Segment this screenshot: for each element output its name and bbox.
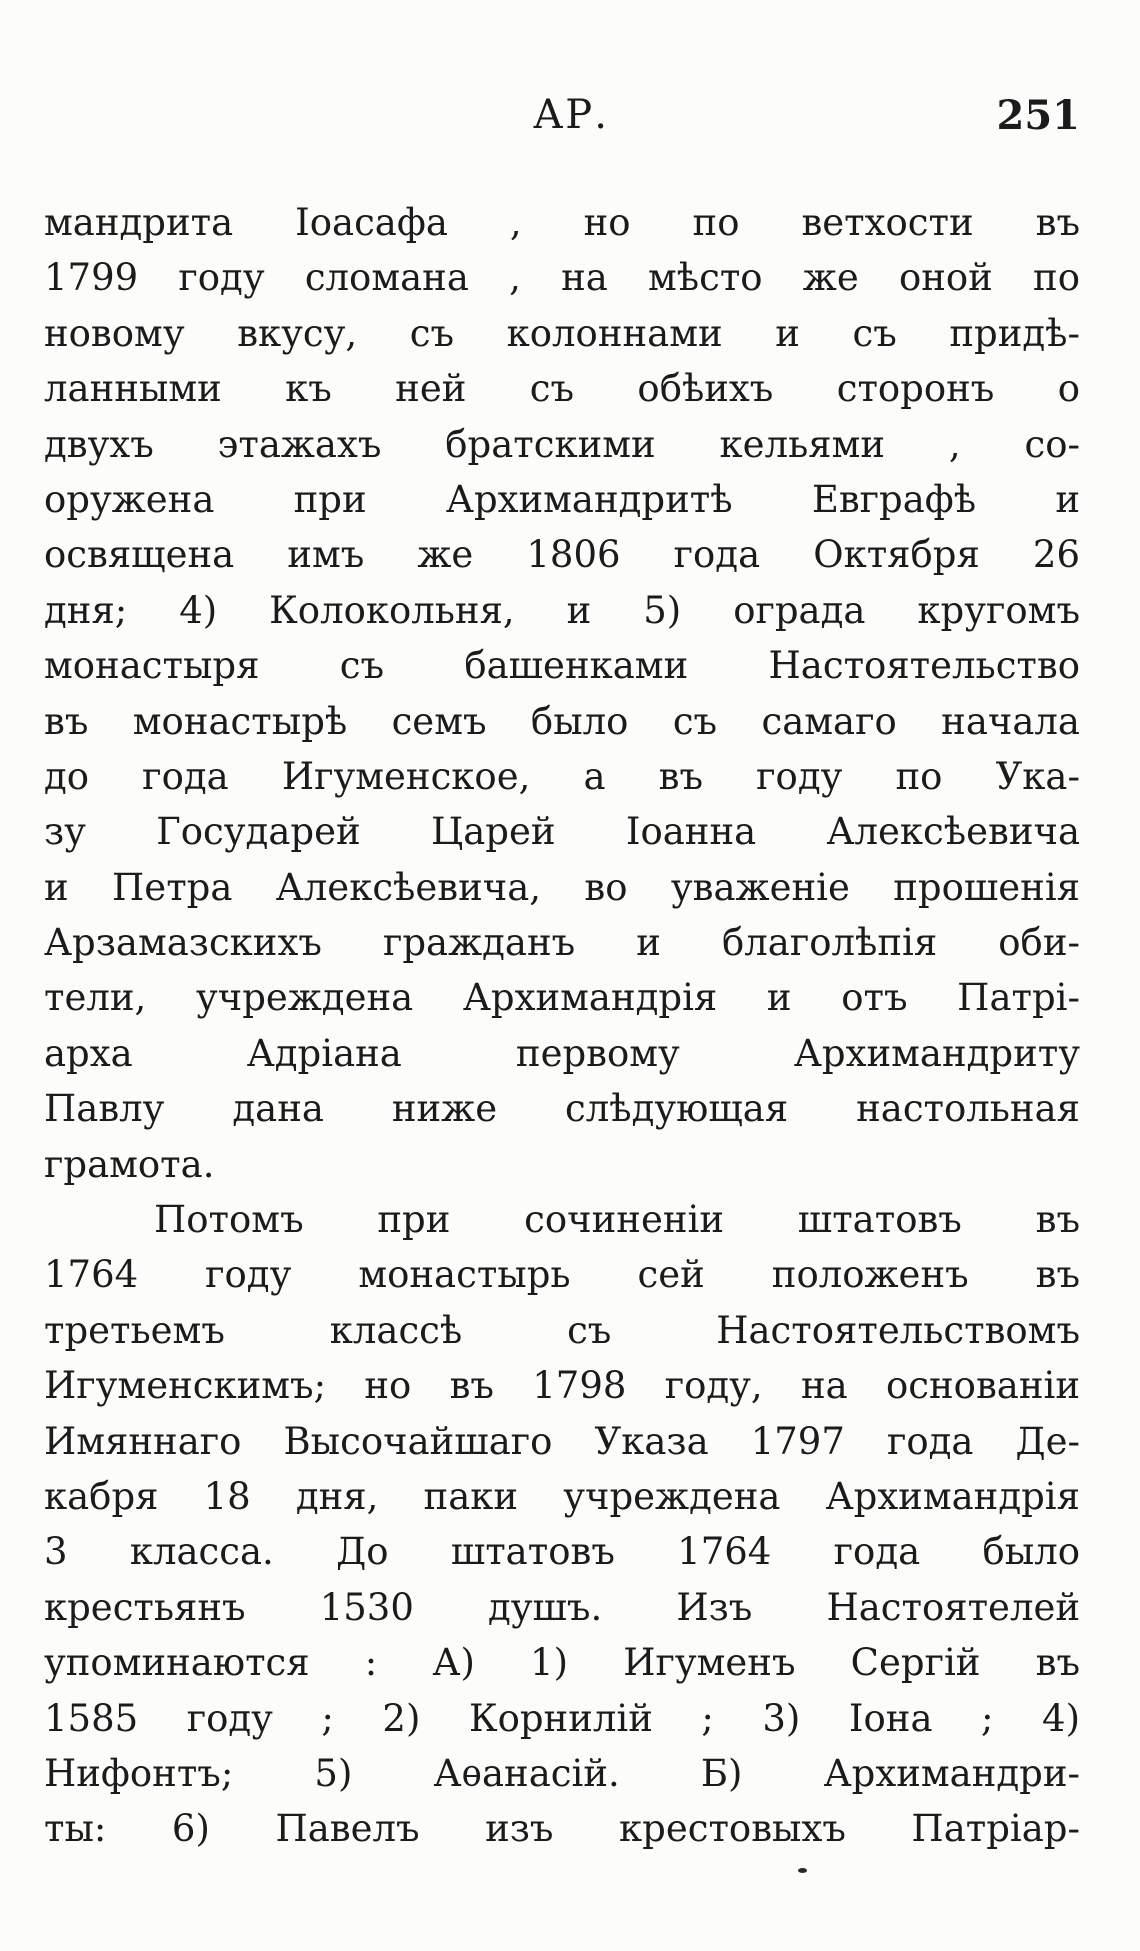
page-header: [0, 92, 1140, 142]
running-head: АР.: [533, 92, 609, 138]
text-line: мандрита Іоасафа , но по ветхости въ: [44, 201, 1080, 244]
text-line: 3 класса. До штатовъ 1764 года было: [44, 1530, 1080, 1574]
text-line: 1764 году монастырь сей положенъ въ: [44, 1253, 1080, 1297]
text-line: крестьянъ 1530 душъ. Изъ Настоятелей: [44, 1585, 1080, 1629]
text-line: въ монастырѣ семъ было съ самаго начала: [44, 699, 1080, 743]
text-line: Игуменскимъ; но въ 1798 году, на основаніи: [44, 1364, 1080, 1408]
text-line: Нифонтъ; 5) Аѳанасій. Б) Архимандри-: [44, 1751, 1080, 1795]
body-text: [44, 195, 1080, 1857]
text-line: тели, учреждена Архимандрія и отъ Патрі-: [44, 976, 1080, 1020]
text-line: Потомъ при сочиненіи штатовъ въ: [154, 1198, 1080, 1242]
text-line: Арзамазскихъ гражданъ и благолѣпія оби-: [44, 921, 1080, 965]
text-line: Павлу дана ниже слѣдующая настольная: [44, 1087, 1080, 1131]
text-line: оружена при Архимандритѣ Евграфѣ и: [44, 477, 1080, 521]
text-line: упоминаются : А) 1) Игуменъ Сергій въ: [44, 1641, 1080, 1685]
text-line: кабря 18 дня, паки учреждена Архимандрія: [44, 1474, 1080, 1518]
text-line: новому вкусу, съ колоннами и съ придѣ-: [44, 311, 1080, 355]
text-line: грамота.: [44, 1142, 215, 1186]
text-line: ланными къ ней съ обѣихъ сторонъ о: [44, 367, 1080, 411]
text-line: третьемъ классѣ съ Настоятельствомъ: [44, 1308, 1080, 1352]
text-line: до года Игуменское, а въ году по Ука-: [44, 754, 1080, 798]
text-line: дня; 4) Колокольня, и 5) ограда кругомъ: [44, 588, 1080, 632]
text-line: освящена имъ же 1806 года Октября 26: [44, 533, 1080, 577]
ink-speck: [798, 1868, 807, 1873]
text-line: и Петра Алексѣевича, во уваженіе прошенія: [44, 865, 1080, 909]
text-line: 1585 году ; 2) Корнилій ; 3) Іона ; 4): [44, 1696, 1080, 1740]
page-number: 251: [996, 92, 1080, 139]
text-line: арха Адріана первому Архимандриту: [44, 1031, 1080, 1075]
text-line: Имяннаго Высочайшаго Указа 1797 года Де-: [44, 1419, 1080, 1463]
text-line: двухъ этажахъ братскими кельями , со-: [44, 422, 1080, 466]
text-line: 1799 году сломана , на мѣсто же оной по: [44, 256, 1080, 300]
text-line: зу Государей Царей Іоанна Алексѣевича: [44, 810, 1080, 854]
text-line: монастыря съ башенками Настоятельство: [44, 644, 1080, 688]
text-line: ты: 6) Павелъ изъ крестовыхъ Патріар-: [44, 1807, 1080, 1851]
